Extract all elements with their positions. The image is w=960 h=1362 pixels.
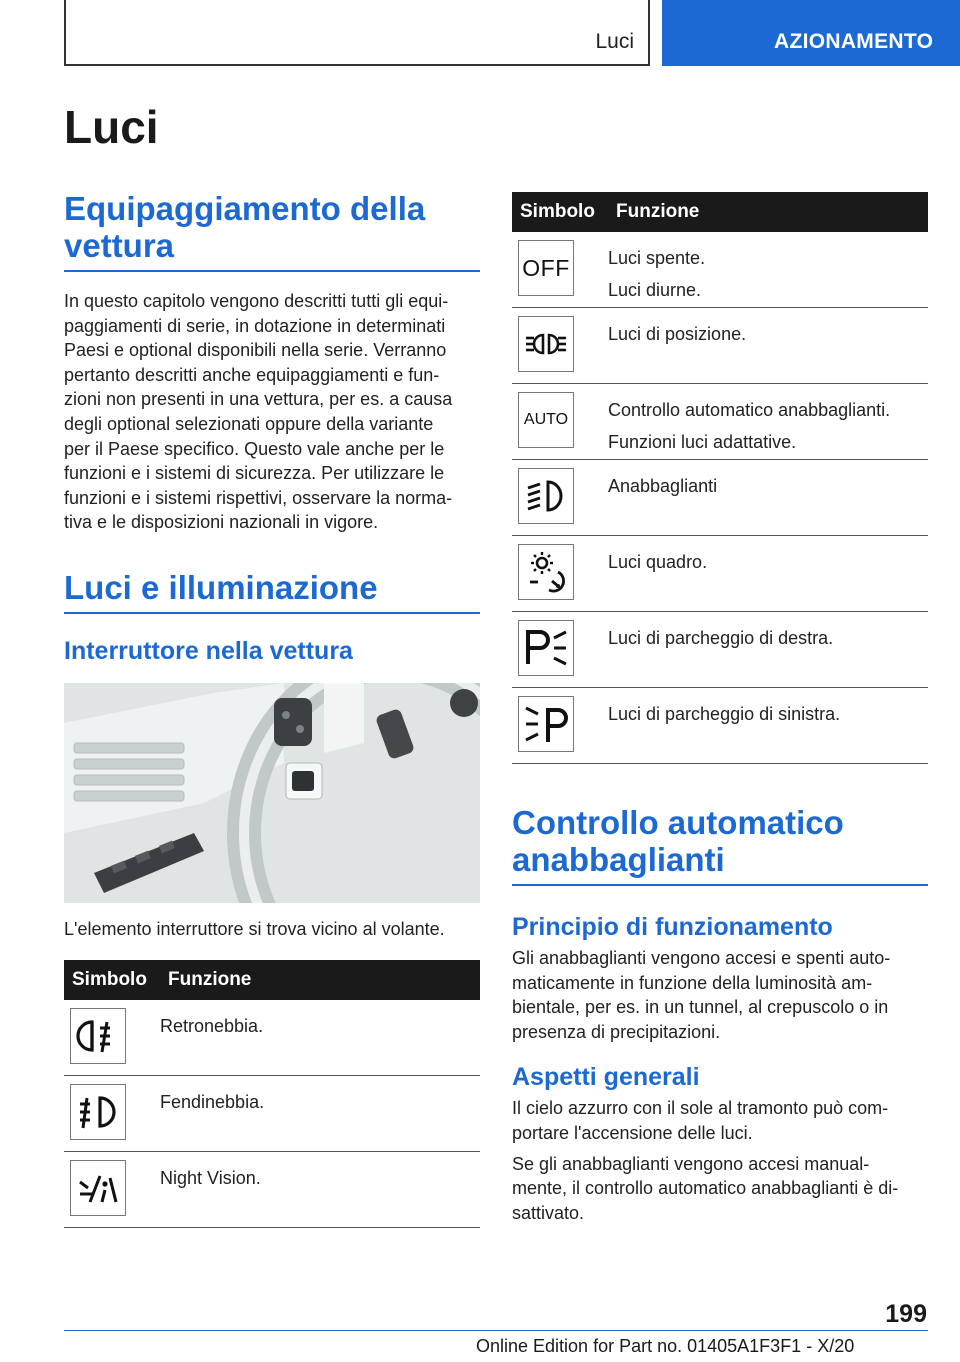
function-cell xyxy=(608,384,890,459)
function-cell xyxy=(608,612,833,687)
photo-caption: L'elemento interruttore si trova vicino al volante. xyxy=(64,918,445,939)
text-line: pertanto descritti anche equipaggiamenti e fun- xyxy=(64,364,440,385)
table-row xyxy=(512,460,928,536)
text-line: mente, il controllo automatico anabbaglianti è di- xyxy=(512,1178,899,1199)
page-title: Luci xyxy=(64,101,159,153)
footer-edition: Online Edition for Part no. 01405A1F3F1 - X/20 xyxy=(476,1336,855,1356)
heading-controllo-automatico: Controllo automatico anabbaglianti xyxy=(512,804,928,886)
function-text: Luci di parcheggio di sinistra. xyxy=(608,704,841,724)
symbol-cell xyxy=(518,468,574,524)
text-line: Se gli anabbaglianti vengono accesi manual- xyxy=(512,1153,870,1174)
function-cell xyxy=(608,232,705,307)
table-row xyxy=(64,1152,480,1228)
header-chapter-label: AZIONAMENTO xyxy=(774,30,934,53)
right-column xyxy=(512,192,928,1225)
aspetti-paragraph-2 xyxy=(512,1152,928,1226)
symbol-cell xyxy=(518,620,574,676)
table-row xyxy=(64,1000,480,1076)
symbol-cell xyxy=(518,240,574,296)
function-cell xyxy=(160,1076,264,1151)
text-line: portare l'accensione delle luci. xyxy=(512,1122,753,1143)
function-text: Night Vision. xyxy=(160,1167,261,1188)
function-text: Luci spente. xyxy=(608,248,706,268)
table-row xyxy=(512,612,928,688)
function-cell xyxy=(608,308,746,383)
function-cell xyxy=(160,1152,261,1227)
text-line: paggiamenti di serie, in dotazione in determinati xyxy=(64,315,446,336)
symbol-cell xyxy=(518,696,574,752)
text-line: funzioni e i sistemi di sicurezza. Per utilizzare le xyxy=(64,463,445,484)
table-row xyxy=(512,384,928,460)
function-text: Fendinebbia. xyxy=(160,1091,265,1112)
text-line: Paesi e optional disponibili nella serie. Verranno xyxy=(64,340,447,361)
symbol-table-right xyxy=(512,192,928,764)
symbol-cell xyxy=(70,1160,126,1216)
function-text: Funzioni luci adattative. xyxy=(608,432,797,452)
col-header-simbolo: Simbolo xyxy=(520,201,595,222)
parking-right-icon xyxy=(522,624,570,672)
heading-interruttore: Interruttore nella vettura xyxy=(64,636,353,665)
function-cell xyxy=(608,688,840,763)
low-beam-icon xyxy=(522,472,570,520)
text-line: per il Paese specifico. Questo vale anche per le xyxy=(64,438,445,459)
text-line: bientale, per es. in un tunnel, al crepuscolo o in xyxy=(512,997,889,1018)
symbol-cell xyxy=(70,1008,126,1064)
function-text: Retronebbia. xyxy=(160,1015,264,1036)
text-line: sattivato. xyxy=(512,1202,585,1223)
text-line: zioni non presenti in una vettura, per es. a causa xyxy=(64,389,453,410)
night-vision-icon xyxy=(74,1164,122,1212)
parking-lights-icon xyxy=(522,320,570,368)
col-header-simbolo: Simbolo xyxy=(72,968,147,990)
rear-fog-icon xyxy=(74,1012,122,1060)
dashboard-illustration xyxy=(64,683,480,903)
parking-left-icon xyxy=(522,700,570,748)
instrument-lighting-icon xyxy=(522,548,570,596)
function-cell xyxy=(160,1000,263,1075)
symbol-table-left xyxy=(64,960,480,1228)
off-icon: OFF xyxy=(522,254,570,281)
function-text: Luci di posizione. xyxy=(608,324,747,344)
table-row xyxy=(64,1076,480,1152)
heading-equipaggiamento: Equipaggiamento della vettura xyxy=(64,190,480,272)
table-header xyxy=(512,192,928,232)
col-header-funzione: Funzione xyxy=(616,201,700,222)
symbol-cell xyxy=(518,544,574,600)
header-section-box xyxy=(64,0,650,66)
symbol-cell xyxy=(518,392,574,448)
table-row xyxy=(512,688,928,764)
table-row xyxy=(512,232,928,308)
text-line: presenza di precipitazioni. xyxy=(512,1021,721,1042)
switch-photo xyxy=(64,683,480,903)
table-row xyxy=(512,536,928,612)
text-line: Gli anabbaglianti vengono accesi e spenti auto- xyxy=(512,948,891,968)
text-line: In questo capitolo vengono descritti tutti gli equi- xyxy=(64,291,449,311)
function-text: Luci diurne. xyxy=(608,280,702,300)
text-line: degli optional selezionati oppure della variante xyxy=(64,413,434,434)
aspetti-paragraph-1 xyxy=(512,1096,928,1145)
text-line: maticamente in funzione della luminosità am- xyxy=(512,972,873,993)
function-cell xyxy=(608,536,707,611)
function-text: Anabbaglianti xyxy=(608,476,718,496)
principio-paragraph xyxy=(512,946,928,1044)
left-column xyxy=(64,190,480,1228)
text-line: Il cielo azzurro con il sole al tramonto può com- xyxy=(512,1098,889,1119)
function-cell xyxy=(608,460,717,535)
function-text: Luci di parcheggio di destra. xyxy=(608,628,834,648)
front-fog-icon xyxy=(74,1088,122,1136)
text-line: funzioni e i sistemi rispettivi, osservare la norma- xyxy=(64,487,453,508)
heading-luci-illuminazione: Luci e illuminazione xyxy=(64,569,480,614)
function-text: Controllo automatico anabbaglianti. xyxy=(608,400,891,420)
function-text: Luci quadro. xyxy=(608,552,708,572)
col-header-funzione: Funzione xyxy=(168,968,252,990)
table-header xyxy=(64,960,480,1000)
auto-icon: AUTO xyxy=(523,411,569,428)
header-section-label: Luci xyxy=(595,30,634,53)
page-number: 199 xyxy=(885,1300,927,1328)
table-row xyxy=(512,308,928,384)
footer-divider xyxy=(64,1330,928,1331)
heading-aspetti-generali: Aspetti generali xyxy=(512,1063,700,1092)
symbol-cell xyxy=(518,316,574,372)
equip-paragraph xyxy=(64,289,480,535)
symbol-cell xyxy=(70,1084,126,1140)
text-line: tiva e le disposizioni nazionali in vigore. xyxy=(64,512,379,533)
heading-principio: Principio di funzionamento xyxy=(512,913,833,941)
header-chapter-box xyxy=(662,0,960,66)
